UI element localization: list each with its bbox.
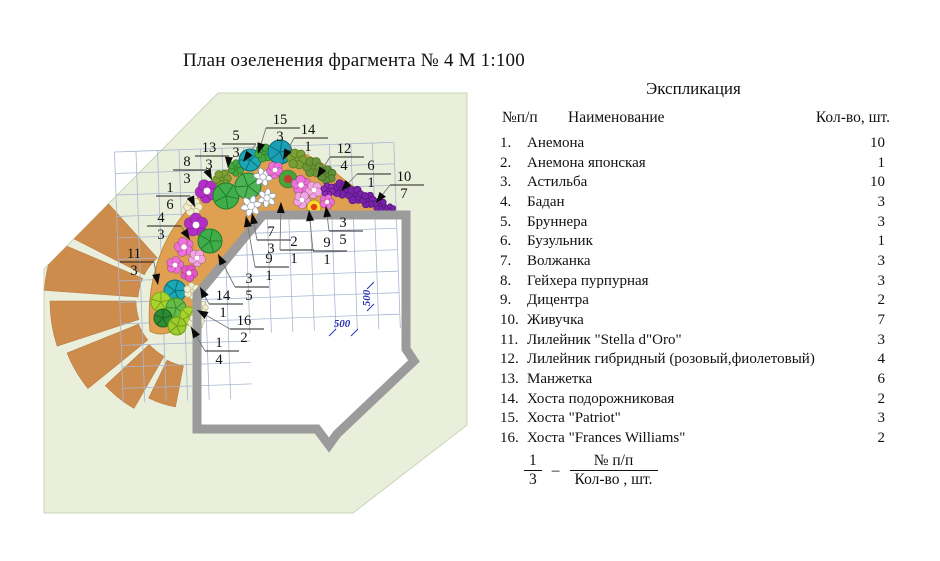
callout-quantity: 1: [323, 252, 331, 268]
callout-quantity: 3: [205, 157, 213, 173]
explication-cell-qty: 3: [877, 331, 885, 348]
explication-row: [500, 311, 892, 331]
explication-cell-qty: 3: [877, 213, 885, 230]
grid-dimension-label: 500: [333, 318, 351, 330]
legend-sample-num: 1: [529, 452, 537, 469]
callout-plant-number: 6: [367, 158, 375, 174]
explication-cell-qty: 6: [877, 370, 885, 387]
explication-row: [500, 331, 892, 351]
explication-row: [500, 291, 892, 311]
explication-row: [500, 370, 892, 390]
explication-cell-name: Лилейник гибридный (розовый,фиолетовый): [527, 351, 815, 368]
explication-cell-name: Бадан: [527, 193, 565, 210]
explication-cell-num: 10.: [500, 311, 519, 328]
callout-quantity: 7: [400, 186, 408, 202]
explication-cell-name: Манжетка: [527, 370, 593, 387]
callout-quantity: 3: [157, 227, 165, 243]
explication-cell-qty: 3: [877, 193, 885, 210]
explication-cell-name: Хоста подорожниковая: [527, 390, 675, 407]
callout-plant-number: 14: [300, 122, 316, 138]
explication-cell-num: 4.: [500, 193, 512, 210]
callout-plant-number: 8: [183, 154, 191, 170]
grid-dimension-label: 500: [361, 289, 373, 307]
explication-cell-name: Живучка: [527, 311, 584, 328]
callout-plant-number: 1: [215, 335, 223, 351]
explication-row: [500, 193, 892, 213]
explication-cell-qty: 10: [870, 135, 885, 151]
explication-row: [500, 390, 892, 410]
explication-cell-name: Гейхера пурпурная: [527, 272, 649, 289]
explication-cell-num: 8.: [500, 272, 512, 289]
legend-meaning-top: № п/п: [593, 452, 634, 469]
callout-plant-number: 12: [336, 141, 352, 157]
callout-legend: [524, 452, 658, 489]
callout-quantity: 3: [130, 263, 138, 279]
explication-cell-num: 5.: [500, 213, 512, 230]
callout-plant-number: 3: [339, 215, 347, 231]
plant-symbol-leaf: [198, 229, 222, 253]
explication-cell-name: Дицентра: [527, 292, 589, 309]
explication-cell-num: 7.: [500, 252, 512, 269]
explication-cell-num: 16.: [500, 429, 519, 446]
callout-quantity: 3: [267, 241, 275, 257]
explication-row: [500, 409, 892, 429]
explication-row: [500, 232, 892, 252]
explication-cell-name: Астильба: [527, 174, 588, 191]
page-title: План озеленения фрагмента № 4 М 1:100: [183, 50, 525, 71]
callout-plant-number: 7: [267, 224, 275, 240]
explication-cell-name: Анемона японская: [527, 154, 646, 171]
explication-cell-qty: 2: [877, 429, 885, 446]
callout-plant-number: 2: [290, 234, 298, 250]
explication-cell-num: 6.: [500, 233, 512, 250]
explication-cell-qty: 2: [877, 292, 885, 309]
legend-meaning-fraction: [570, 452, 658, 489]
explication-row: [500, 173, 892, 193]
explication-cell-name: Хоста "Frances Williams": [527, 429, 686, 446]
callout-quantity: 4: [215, 352, 223, 368]
explication-row: [500, 213, 892, 233]
legend-sample-fraction: [524, 452, 542, 489]
callout-plant-number: 10: [396, 169, 412, 185]
legend-meaning-bottom: Кол-во , шт.: [570, 470, 658, 489]
explication-cell-qty: 3: [877, 252, 885, 269]
explication-cell-name: Лилейник "Stella d"Oro": [527, 331, 682, 348]
explication-rows: [500, 134, 892, 449]
explication-row: [500, 429, 892, 449]
column-header-num: №п/п: [502, 109, 538, 126]
explication-cell-name: Бруннера: [527, 213, 588, 230]
explication-cell-num: 2.: [500, 154, 512, 171]
explication-cell-name: Бузульник: [527, 233, 593, 250]
callout-plant-number: 9: [265, 251, 273, 267]
explication-cell-num: 13.: [500, 370, 519, 387]
explication-cell-qty: 4: [877, 351, 885, 368]
callout-quantity: 3: [183, 171, 191, 187]
callout-quantity: 1: [265, 268, 273, 284]
plant-symbol-leaf: [168, 317, 186, 335]
callout-quantity: 1: [367, 175, 375, 191]
explication-cell-name: Волжанка: [527, 252, 591, 269]
explication-cell-qty: 2: [877, 390, 885, 407]
callout-plant-number: 4: [157, 210, 165, 226]
callout-plant-number: 15: [272, 112, 288, 128]
callout-plant-number: 9: [323, 235, 331, 251]
explication-cell-qty: 3: [877, 272, 885, 289]
callout-quantity: 1: [219, 305, 227, 321]
explication-cell-num: 9.: [500, 292, 512, 309]
explication-row: [500, 154, 892, 174]
callout-quantity: 1: [304, 139, 312, 155]
callout-plant-number: 16: [236, 313, 252, 329]
explication-cell-name: Хоста "Patriot": [527, 410, 621, 427]
explication-row: [500, 134, 892, 154]
explication-cell-num: 3.: [500, 174, 512, 191]
callout-plant-number: 11: [127, 246, 141, 262]
explication-row: [500, 350, 892, 370]
callout-plant-number: 5: [232, 128, 240, 144]
explication-cell-num: 15.: [500, 410, 519, 427]
callout-quantity: 3: [232, 145, 240, 161]
callout-plant-number: 3: [245, 271, 253, 287]
explication-cell-qty: 7: [877, 311, 885, 328]
column-header-name: Наименование: [568, 109, 665, 126]
explication-cell-qty: 10: [870, 174, 885, 191]
explication-cell-num: 1.: [500, 135, 512, 151]
explication-cell-qty: 1: [877, 154, 885, 171]
explication-row: [500, 272, 892, 292]
callout-quantity: 3: [276, 129, 284, 145]
callout-quantity: 2: [240, 330, 248, 346]
explication-cell-qty: 1: [877, 233, 885, 250]
legend-dash: –: [551, 461, 560, 479]
callout-plant-number: 1: [166, 180, 174, 196]
callout-quantity: 1: [290, 251, 298, 267]
explication-cell-name: Анемона: [527, 135, 585, 151]
callout-quantity: 5: [245, 288, 253, 304]
explication-cell-num: 12.: [500, 351, 519, 368]
explication-heading: Экспликация: [646, 79, 741, 98]
callout-plant-number: 14: [215, 288, 231, 304]
column-header-qty: Кол-во, шт.: [815, 109, 890, 126]
callout-quantity: 6: [166, 197, 174, 213]
explication-cell-qty: 3: [877, 410, 885, 427]
callout-quantity: 5: [339, 232, 347, 248]
explication-row: [500, 252, 892, 272]
explication-cell-num: 14.: [500, 390, 519, 407]
explication-cell-num: 11.: [500, 331, 519, 348]
legend-sample-den: 3: [524, 470, 542, 489]
callout-plant-number: 13: [201, 140, 217, 156]
callout-quantity: 4: [340, 158, 348, 174]
